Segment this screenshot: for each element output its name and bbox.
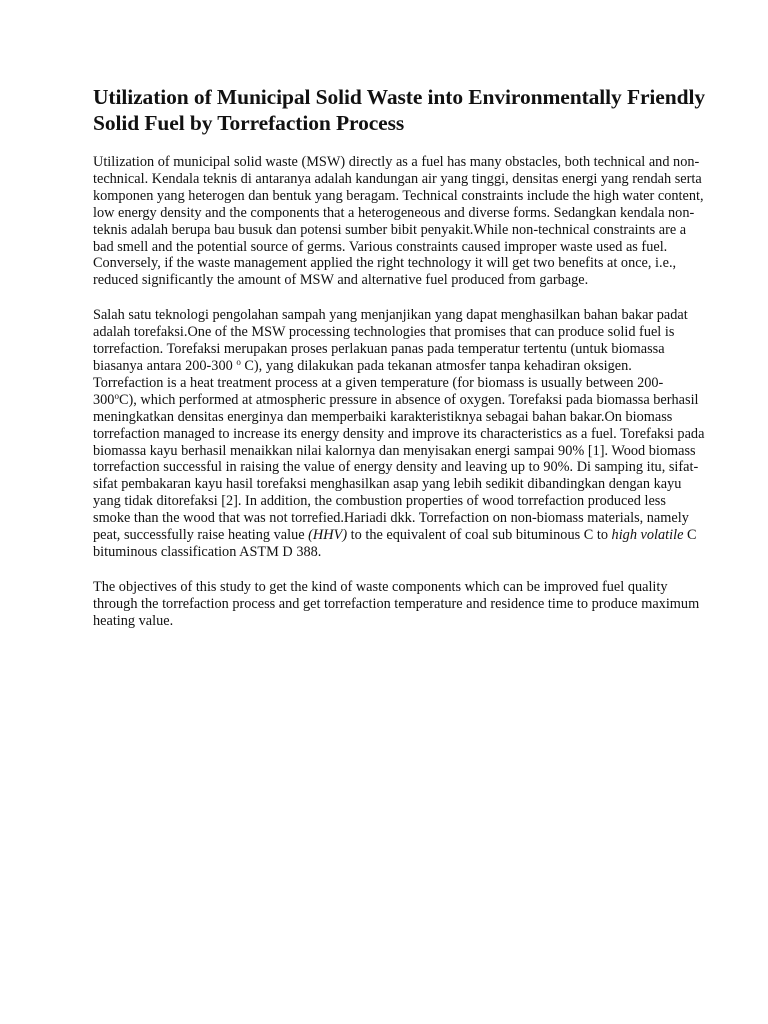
paragraph-objectives: The objectives of this study to get the kind of waste components which can be improved fuel quality through the torrefaction process and get torrefaction temperature and residence time to produce maximum heating value. bbox=[93, 578, 700, 629]
degree-superscript: o bbox=[236, 356, 241, 367]
text-run: C bituminous classification ASTM D 388. bbox=[93, 527, 697, 560]
text-run: to the equivalent of coal sub bituminous C to bbox=[347, 527, 612, 544]
text-run: C), which performed at atmospheric pressure in absence of oxygen. Torefaksi pada biomassa berhasil meningkatkan densitas energinya dan memperbaiki karakteristiknya sebagai bahan bakar.On biomass torrefaction managed to increase its energy density and improve its characteristics as a fuel. Torefaksi pada biomassa kayu berhasil menaikkan nilai kalornya dan menyisakan energi sampai 90% [1]. Wood biomass torrefaction successful in raising the value of energy density and leaving up to 90%. Di samping itu, sifat-sifat pembakaran kayu hasil torefaksi menghasilkan asap yang lebih sedikit dibandingkan dengan kayu yang tidak ditorefaksi [2]. In addition, the combustion properties of wood torrefaction produced less smoke than the wood that was not torrefied.Hariadi dkk. Torrefaction on non-biomass materials, namely peat, successfully raise heating value bbox=[93, 391, 705, 544]
degree-superscript: o bbox=[114, 390, 119, 401]
paragraph-torrefaction bbox=[93, 307, 705, 561]
high-volatile-italic: high volatile bbox=[611, 527, 684, 544]
text-run: C), yang dilakukan pada tekanan atmosfer tanpa kehadiran oksigen. Torrefaction is a heat treatment process at a given temperature (for biomass is usually between 200-300 bbox=[93, 357, 664, 408]
paragraph-intro: Utilization of municipal solid waste (MSW) directly as a fuel has many obstacles, both technical and non-technical. Kendala teknis di antaranya adalah kandungan air yang tinggi, densitas energi yang rendah serta komponen yang heterogen dan bentuk yang beragam. Technical constraints include the high water content, low energy density and the components that a heterogeneous and diverse forms. Sedangkan kendala non-teknis adalah berupa bau busuk dan potensi sumber bibit penyakit.While non-technical constraints are a bad smell and the potential source of germs. Various constraints caused improper waste used as fuel. Conversely, if the waste management applied the right technology it will get two benefits at once, i.e., reduced significantly the amount of MSW and alternative fuel produced from garbage. bbox=[93, 154, 704, 289]
hhv-italic: (HHV) bbox=[308, 527, 348, 544]
text-run: Salah satu teknologi pengolahan sampah yang menjanjikan yang dapat menghasilkan bahan bakar padat adalah torefaksi.One of the MSW processing technologies that promises that can produce solid fuel is torrefaction. Torefaksi merupakan proses perlakuan panas pada temperatur tertentu (untuk biomassa biasanya antara 200-300 bbox=[93, 307, 688, 374]
document-page bbox=[93, 84, 705, 648]
document-title: Utilization of Municipal Solid Waste into Environmentally Friendly Solid Fuel by Torrefaction Process bbox=[93, 85, 705, 135]
